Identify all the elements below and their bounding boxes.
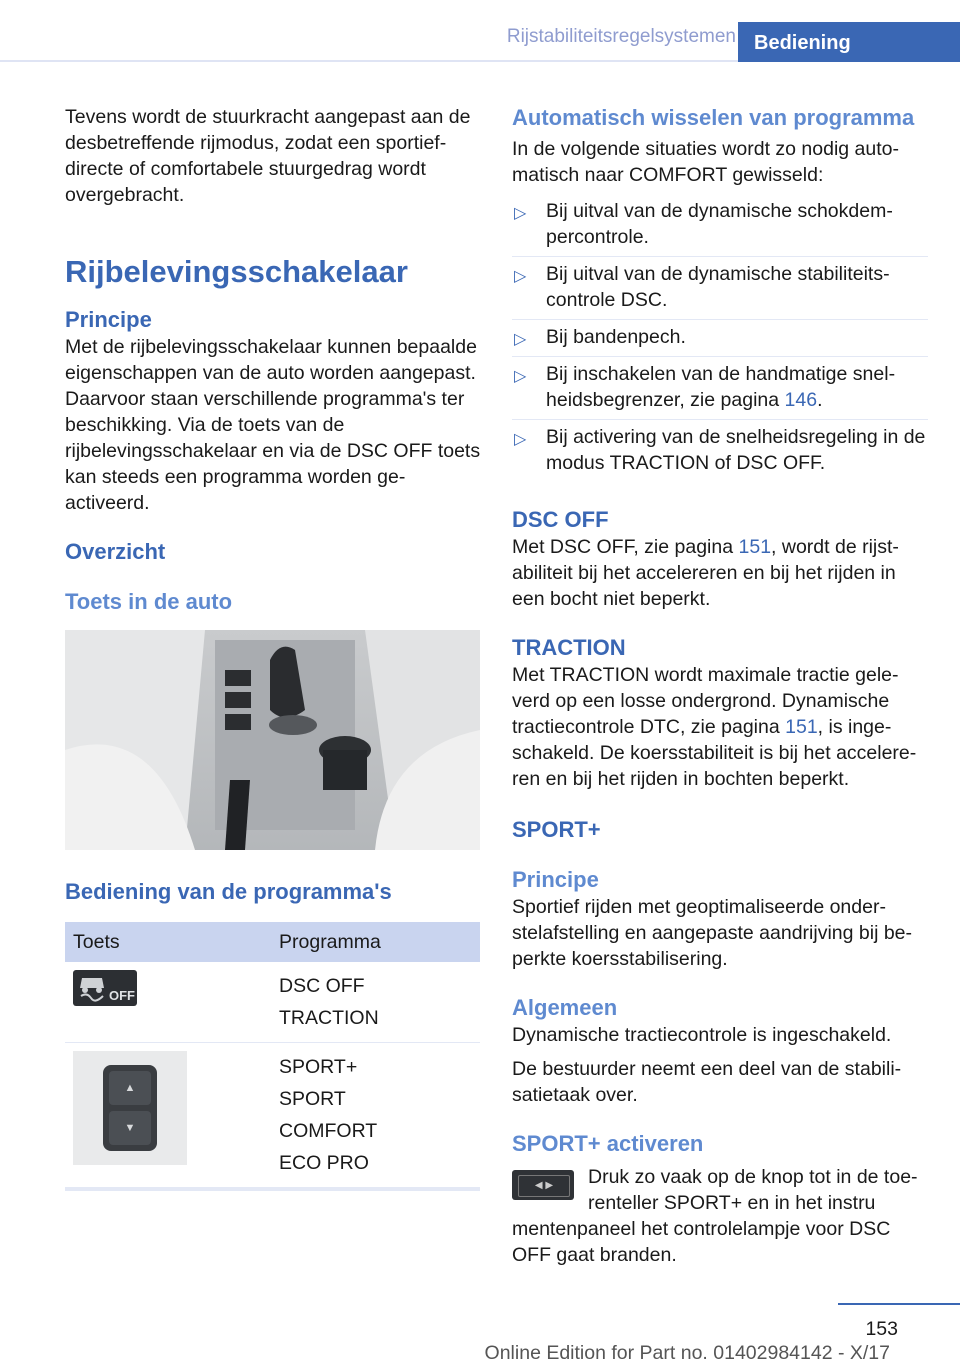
activeren-paragraph-a: Druk zo vaak op de knop tot in de toerenteller SPORT+ en in het instru xyxy=(588,1166,918,1214)
program-comfort: COMFORT xyxy=(279,1120,378,1142)
footer-rule xyxy=(838,1303,960,1305)
page-link-151[interactable]: 151 xyxy=(738,536,772,558)
auto-switch-paragraph: In de volgende situaties wordt zo nodig automatisch naar COMFORT gewisseld: xyxy=(512,138,900,186)
page-link-151[interactable]: 151 xyxy=(785,716,818,738)
console-photo xyxy=(65,630,480,850)
header-bar xyxy=(0,0,740,62)
program-sport: SPORT xyxy=(279,1088,346,1110)
principe-heading: Principe xyxy=(65,307,152,332)
toets-heading: Toets in de auto xyxy=(65,589,233,614)
algemeen-paragraph-1: Dynamische tractiecontrole is ingeschakeld. xyxy=(512,1024,892,1046)
algemeen-paragraph-2: De bestuurder neemt een deel van de stabilisatietaak over. xyxy=(512,1058,902,1106)
activeren-heading: SPORT+ activeren xyxy=(512,1131,704,1156)
principe-paragraph: Met de rijbelevingsschakelaar kunnen bepaalde eigenschappen van de auto worden aangepast. Daarvoor staan verschillende programma's ter beschikking. Via de toets van de rijbelevingsschakelaar en via de DSC OFF toets kan steeds een programma worden geactiveerd. xyxy=(65,336,481,514)
table-header-toets: Toets xyxy=(65,922,271,962)
driving-switch-icon xyxy=(65,1043,271,1190)
program-sport-plus: SPORT+ xyxy=(279,1056,358,1078)
dsc-off-paragraph: Met DSC OFF, zie pagina 151, wordt de rijstabiliteit bij het accelereren en bij het rijden in een bocht niet beperkt. xyxy=(512,536,899,610)
program-eco-pro: ECO PRO xyxy=(279,1152,369,1174)
triangle-bullet-icon: ▷ xyxy=(514,368,527,385)
triangle-bullet-icon: ▷ xyxy=(514,431,527,448)
intro-paragraph: Tevens wordt de stuurkracht aangepast aan de desbetreffende rijmodus, zodat een sportief-directe of comfortabele stuurgedrag wordt overgebracht. xyxy=(65,106,471,206)
sport-plus-heading: SPORT+ xyxy=(512,817,601,842)
list-item: ▷ Bij uitval van de dynamische schokdempercontrole. xyxy=(512,194,928,257)
header-section-title: Rijstabiliteitsregelsystemen xyxy=(506,26,736,47)
traction-paragraph: Met TRACTION wordt maximale tractie geleverd op een losse ondergrond. Dynamische tractiecontrole DTC, zie pagina 151, is ingeschakeld. De koersstabiliteit is bij het accelereren en bij het rijden in bochten beperkt. xyxy=(512,664,917,790)
bediening-heading: Bediening van de programma's xyxy=(65,879,392,904)
dsc-off-button-icon xyxy=(65,962,271,1043)
program-table xyxy=(65,922,480,1191)
triangle-bullet-icon: ▷ xyxy=(514,205,527,222)
traction-heading: TRACTION xyxy=(512,635,626,660)
triangle-bullet-icon: ▷ xyxy=(514,331,527,348)
table-header-programma: Programma xyxy=(271,922,480,962)
arrow-up-icon: ▲ xyxy=(109,1071,151,1105)
table-row xyxy=(65,962,480,1043)
program-dsc-off: DSC OFF xyxy=(279,975,365,997)
edition-footer: Online Edition for Part no. 01402984142 - X/17 xyxy=(484,1342,890,1364)
chapter-title: Rijbelevingsschakelaar xyxy=(65,254,408,289)
dsc-off-heading: DSC OFF xyxy=(512,507,609,532)
auto-switch-heading: Automatisch wisselen van programma xyxy=(512,105,915,130)
activeren-paragraph-b: mentenpaneel het controlelampje voor DSC OFF gaat branden. xyxy=(512,1218,891,1266)
triangle-bullet-icon: ▷ xyxy=(514,268,527,285)
sport-principe-paragraph: Sportief rijden met geoptimaliseerde onderstelafstelling en aangepaste aandrijving bij beperkte koersstabilisering. xyxy=(512,896,913,970)
page-link-146[interactable]: 146 xyxy=(784,389,818,411)
program-traction: TRACTION xyxy=(279,1007,379,1029)
left-column xyxy=(65,104,481,1191)
arrow-down-icon: ▼ xyxy=(109,1111,151,1145)
right-column xyxy=(512,104,928,1268)
algemeen-heading: Algemeen xyxy=(512,995,618,1020)
list-item: ▷ Bij uitval van de dynamische stabiliteitscontrole DSC. xyxy=(512,257,928,320)
list-item: ▷ Bij bandenpech. xyxy=(512,320,928,357)
table-row xyxy=(65,1043,480,1190)
list-item: ▷ Bij inschakelen van de handmatige snelheidsbegrenzer, zie pagina 146. xyxy=(512,357,928,420)
list-item: ▷ Bij activering van de snelheidsregeling in de modus TRACTION of DSC OFF. xyxy=(514,426,926,474)
page-number: 153 xyxy=(865,1318,898,1340)
sport-principe-heading: Principe xyxy=(512,867,599,892)
header-tab: Bediening xyxy=(738,22,960,62)
auto-switch-list xyxy=(512,194,928,482)
driving-switch-small-icon: ◀ ▶ xyxy=(512,1170,574,1200)
activeren-block xyxy=(512,1164,928,1216)
overzicht-heading: Overzicht xyxy=(65,539,166,564)
dsc-off-icon-label: OFF xyxy=(109,988,135,1003)
